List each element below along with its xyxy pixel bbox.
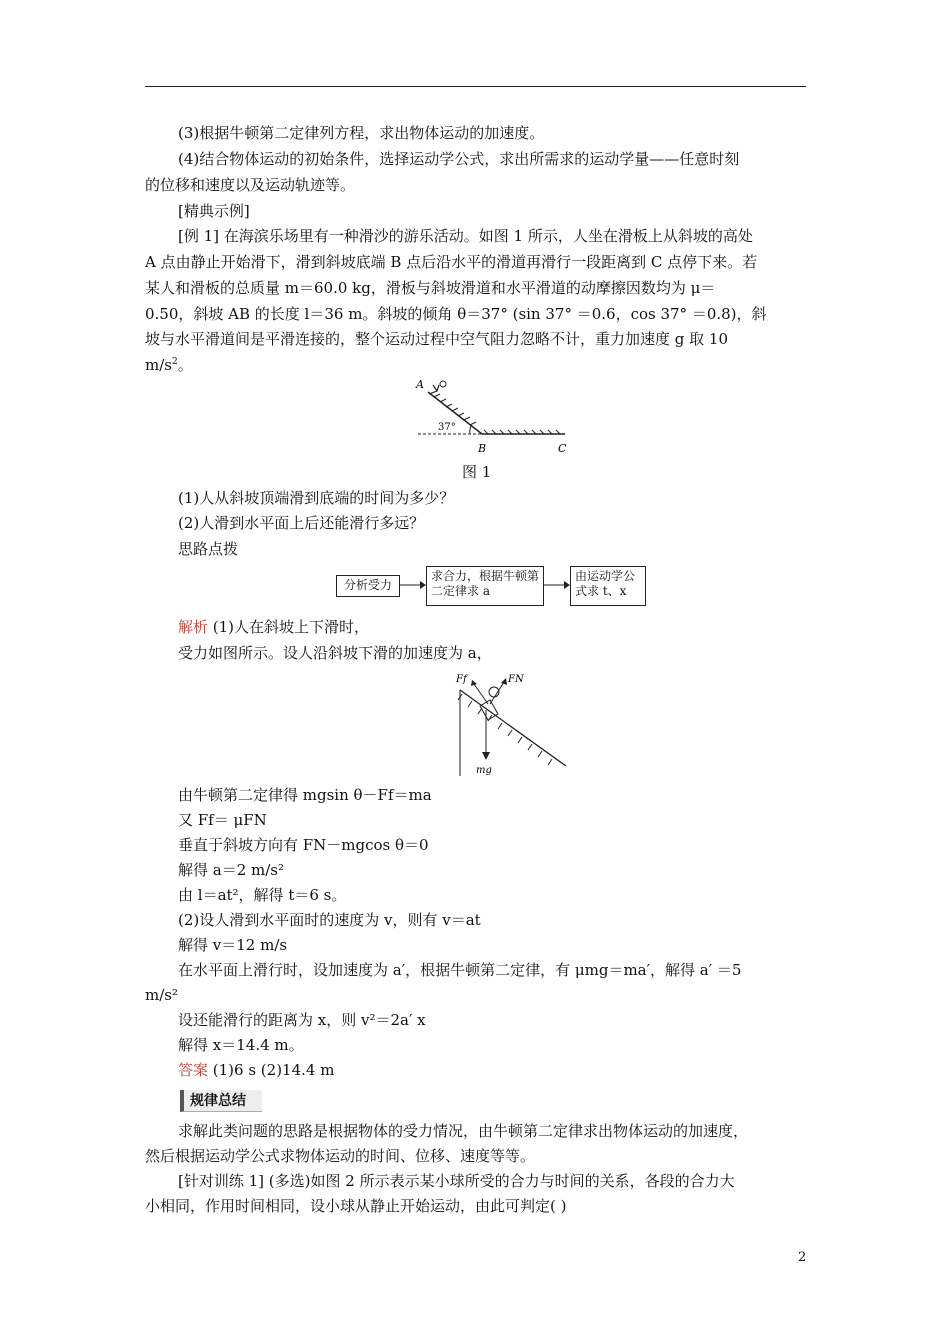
- training-text-1: [针对训练 1] (多选)如图 2 所示表示某小球所受的合力与时间的关系，各段的合力大: [178, 1172, 735, 1190]
- example-text-3: 某人和滑板的总质量 m＝60.0 kg，滑板与斜坡滑道和水平滑道的动摩擦因数均为 μ＝: [145, 279, 716, 297]
- slope-hatching: [434, 394, 476, 425]
- gravity-arrowhead: [482, 752, 490, 760]
- incline-line: [460, 690, 566, 766]
- flowchart: [336, 564, 646, 606]
- figure-1-slope-diagram: [400, 372, 580, 460]
- unit-exponent: 2: [171, 357, 178, 367]
- figure-1-caption: 图 1: [462, 463, 492, 481]
- figure-2-force-diagram: [448, 668, 578, 778]
- equation-11: 解得 x＝14.4 m。: [178, 1036, 304, 1054]
- paragraph-step4: (4)结合物体运动的初始条件，选择运动学公式，求出所需求的运动学量——任意时刻: [178, 150, 740, 168]
- equation-3: 垂直于斜坡方向有 FN－mgcos θ＝0: [178, 836, 429, 854]
- solution-label: 解析: [178, 618, 209, 636]
- unit-text: m/s: [145, 356, 172, 374]
- friction-arrowhead: [471, 680, 477, 686]
- summary-text-2: 然后根据运动学公式求物体运动的时间、位移、速度等等。: [145, 1147, 536, 1165]
- answer-line: [178, 1060, 334, 1080]
- example-text-6: [145, 355, 193, 375]
- paragraph-step4-cont: 的位移和速度以及运动轨迹等。: [145, 176, 356, 194]
- label-angle: 37°: [438, 422, 456, 433]
- solution-text: (1)人在斜坡上下滑时，: [208, 618, 370, 636]
- equation-7: 解得 v＝12 m/s: [178, 936, 288, 954]
- equation-9: m/s²: [145, 986, 178, 1004]
- flow-box-1: 分析受力: [336, 575, 400, 597]
- answer-text: (1)6 s (2)14.4 m: [208, 1061, 335, 1079]
- flow-arrow-2: [544, 578, 570, 592]
- hint-heading: 思路点拨: [178, 540, 239, 558]
- label-ff: Ff: [456, 674, 467, 685]
- label-c: C: [558, 442, 567, 455]
- training-text-2: 小相同，作用时间相同，设小球从静止开始运动，由此可判定( ): [145, 1197, 567, 1215]
- angle-arc: [470, 426, 471, 434]
- summary-text-1: 求解此类问题的思路是根据物体的受力情况，由牛顿第二定律求出物体运动的加速度，: [178, 1122, 749, 1140]
- equation-5: 由 l＝at²，解得 t＝6 s。: [178, 886, 347, 904]
- section-heading: [精典示例]: [178, 202, 250, 220]
- equation-6: (2)设人滑到水平面时的速度为 v，则有 v＝at: [178, 911, 481, 929]
- example-text-4: 0.50，斜坡 AB 的长度 l＝36 m。斜坡的倾角 θ＝37° (sin 37° ＝0.6，cos 37° ＝0.8)，斜: [145, 305, 767, 323]
- sledder-head: [440, 381, 446, 387]
- summary-heading: 规律总结: [180, 1090, 262, 1112]
- equation-8: 在水平面上滑行时，设加速度为 a′，根据牛顿第二定律，有 μmg＝ma′，解得 a′ ＝5: [178, 961, 742, 979]
- sledder-figure: [429, 385, 439, 394]
- equation-4: 解得 a＝2 m/s²: [178, 861, 285, 879]
- equation-2: 又 Ff＝ μFN: [178, 811, 267, 829]
- answer-label: 答案: [178, 1061, 209, 1079]
- page-number: 2: [798, 1250, 807, 1265]
- label-fn: FN: [508, 674, 524, 685]
- flow-arrow-1: [400, 578, 426, 592]
- normal-arrowhead: [501, 678, 507, 685]
- question-1: (1)人从斜坡顶端滑到底端的时间为多少？: [178, 489, 455, 507]
- equation-10: 设还能滑行的距离为 x，则 v²＝2a′ x: [178, 1011, 426, 1029]
- example-text-1: [例 1] 在海滨乐场里有一种滑沙的游乐活动。如图 1 所示，人坐在滑板上从斜坡的高处: [178, 227, 753, 245]
- equation-1: 由牛顿第二定律得 mgsin θ－Ff＝ma: [178, 786, 432, 804]
- label-mg: mg: [476, 765, 492, 776]
- example-text-5: 坡与水平滑道间是平滑连接的，整个运动过程中空气阻力忽略不计，重力加速度 g 取 10: [145, 330, 728, 348]
- period: 。: [177, 356, 193, 374]
- paragraph-step3: (3)根据牛顿第二定律列方程，求出物体运动的加速度。: [178, 124, 545, 142]
- header-rule: [145, 86, 806, 87]
- flow-box-2: 求合力，根据牛顿第二定律求 a: [426, 566, 544, 606]
- label-b: B: [478, 442, 487, 455]
- normal-arrow: [490, 682, 504, 704]
- solution-line-1: [178, 617, 369, 637]
- flow-box-3: 由运动学公式求 t、x: [570, 566, 646, 606]
- incline-hatching: [458, 694, 552, 765]
- solution-line-2: 受力如图所示。设人沿斜坡下滑的加速度为 a，: [178, 644, 492, 662]
- question-2: (2)人滑到水平面上后还能滑行多远？: [178, 514, 425, 532]
- example-text-2: A 点由静止开始滑下，滑到斜坡底端 B 点后沿水平的滑道再滑行一段距离到 C 点停下来。若: [145, 253, 758, 271]
- label-a: A: [416, 378, 424, 391]
